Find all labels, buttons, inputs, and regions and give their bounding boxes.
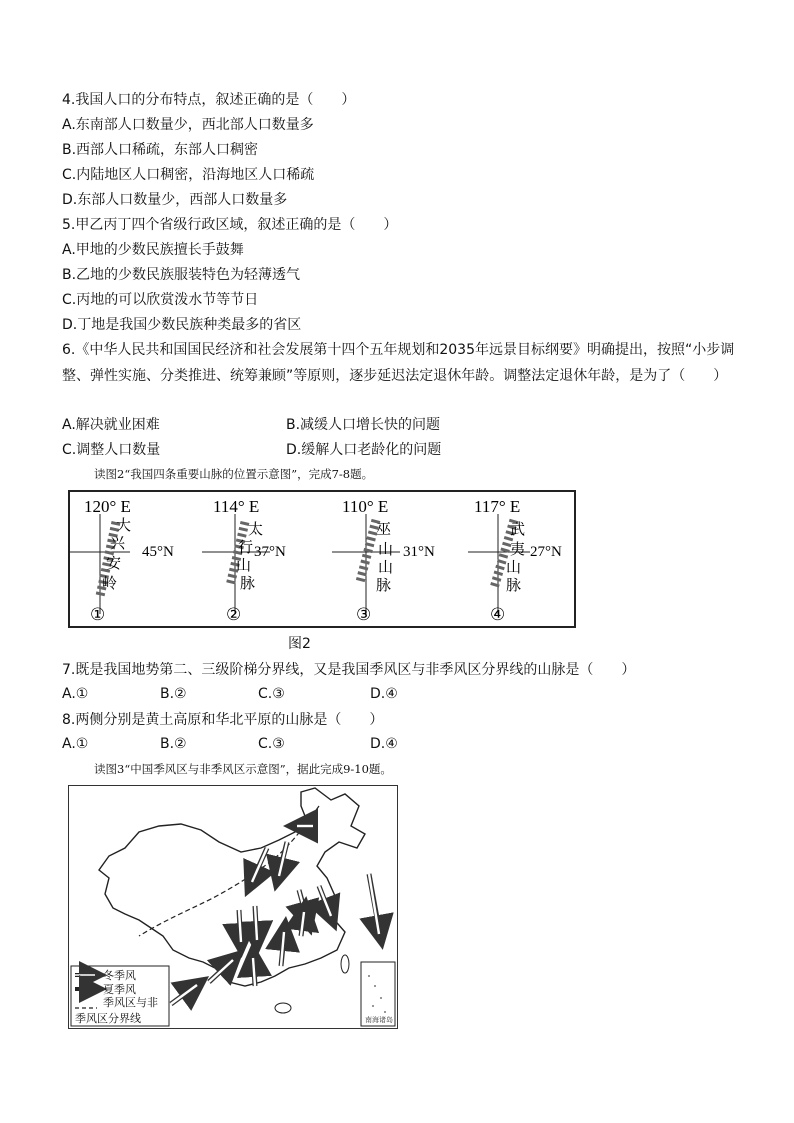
panel-3-name-3: 山: [378, 560, 394, 576]
panel-1-lon: 120° E: [84, 497, 131, 516]
q5-option-d: D.丁地是我国少数民族种类最多的省区: [62, 317, 302, 333]
q5-option-a: A.甲地的少数民族擅长手鼓舞: [62, 242, 244, 258]
panel-1-lat: 45°N: [142, 544, 174, 560]
panel-3-name-4: 脉: [376, 578, 392, 594]
q8-option-b: B.②: [160, 736, 187, 752]
fig3-intro: 读图3“中国季风区与非季风区示意图”，据此完成9-10题。: [94, 762, 392, 776]
panel-2-name-2: 行: [238, 540, 254, 556]
panel-3-lon: 110° E: [342, 497, 389, 516]
panel-4-name-3: 山: [506, 560, 522, 576]
panel-2-name-4: 脉: [240, 576, 256, 592]
q6-option-d: D.缓解人口老龄化的问题: [286, 442, 442, 458]
panel-3-lat: 31°N: [403, 544, 435, 560]
q7-option-a: A.①: [62, 686, 89, 702]
hainan-island: [275, 1003, 291, 1013]
panel-1-name-3: 安: [106, 556, 122, 572]
legend-boundary-label-1: 季风区与非: [103, 997, 158, 1009]
panel-2-lat: 37°N: [254, 544, 286, 560]
panel-4-name-1: 武: [510, 522, 526, 538]
legend-boundary-label-2: 季风区分界线: [75, 1013, 141, 1025]
panel-2-name-3: 山: [236, 558, 252, 574]
q6-stem: 6.《中华人民共和国国民经济和社会发展第十四个五年规划和2035年远景目标纲要》明确提出，按照“小步调整、弹性实施、分类推进、统筹兼顾”等原则，逐步延迟法定退休年龄。调整法定退休年龄，是为了（ ）: [62, 342, 735, 384]
panel-3-name-1: 巫: [376, 522, 392, 538]
panel-2: [202, 497, 286, 624]
q4-option-d: D.东部人口数量少，西部人口数量多: [62, 192, 288, 208]
taiwan-island: [341, 955, 349, 973]
panel-1: [70, 497, 174, 624]
q6-option-a: A.解决就业困难: [62, 417, 160, 433]
panel-1-name-1: 大: [116, 518, 132, 534]
fig2-intro: 读图2“我国四条重要山脉的位置示意图”，完成7-8题。: [94, 467, 374, 481]
q8-option-a: A.①: [62, 736, 89, 752]
q7-stem: 7.既是我国地势第二、三级阶梯分界线，又是我国季风区与非季风区分界线的山脉是（ ）: [62, 662, 636, 678]
q5-option-b: B.乙地的少数民族服装特色为轻薄透气: [62, 267, 301, 283]
panel-2-num: ②: [226, 605, 242, 624]
q4-option-c: C.内陆地区人口稠密，沿海地区人口稀疏: [62, 167, 315, 183]
q6-option-c: C.调整人口数量: [62, 442, 161, 458]
panel-3: [332, 497, 435, 624]
q4-option-a: A.东南部人口数量少，西北部人口数量多: [62, 117, 314, 133]
panel-1-name-2: 兴: [110, 536, 126, 552]
panel-3-name-2: 山: [378, 542, 394, 558]
inset-label: 南海诸岛: [365, 1017, 393, 1024]
mountain-location-figure: [68, 490, 576, 628]
q8-option-c: C.③: [258, 736, 285, 752]
panel-1-name-4: 岭: [102, 576, 118, 592]
q5-option-c: C.丙地的可以欣赏泼水节等节日: [62, 292, 259, 308]
panel-4-lon: 117° E: [474, 497, 521, 516]
panel-4-lat: 27°N: [530, 544, 562, 560]
panel-4-name-4: 脉: [506, 578, 522, 594]
q7-option-b: B.②: [160, 686, 187, 702]
q7-option-c: C.③: [258, 686, 285, 702]
fig2-caption: 图2: [288, 636, 311, 652]
panel-4-name-2: 夷: [510, 542, 526, 558]
legend-summer-label: 夏季风: [103, 984, 136, 996]
panel-3-num: ③: [356, 605, 372, 624]
q4-stem: 4.我国人口的分布特点，叙述正确的是（ ）: [62, 92, 356, 108]
monsoon-map-figure: [68, 785, 398, 1029]
q7-option-d: D.④: [370, 686, 398, 702]
panel-1-num: ①: [90, 605, 106, 624]
q8-stem: 8.两侧分别是黄土高原和华北平原的山脉是（ ）: [62, 712, 384, 728]
panel-4-num: ④: [490, 605, 506, 624]
panel-2-name-1: 太: [248, 522, 264, 538]
q4-option-b: B.西部人口稀疏，东部人口稠密: [62, 142, 259, 158]
panel-4: [468, 497, 562, 624]
panel-2-lon: 114° E: [213, 497, 260, 516]
q5-stem: 5.甲乙丙丁四个省级行政区域，叙述正确的是（ ）: [62, 217, 398, 233]
q8-option-d: D.④: [370, 736, 398, 752]
q6-option-b: B.减缓人口增长快的问题: [286, 417, 441, 433]
legend-winter-label: 冬季风: [103, 970, 136, 982]
